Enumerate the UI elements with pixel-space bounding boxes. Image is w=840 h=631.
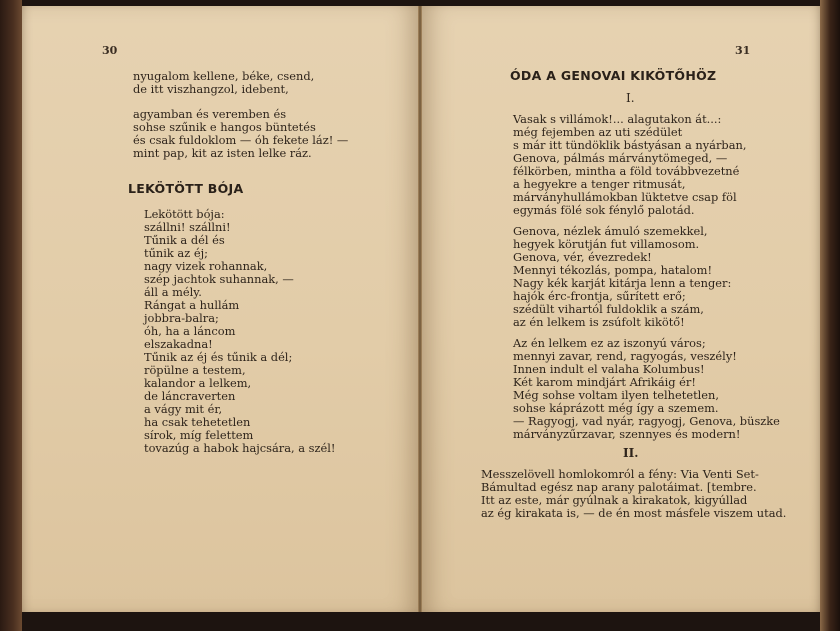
poem-line: Még sohse voltam ilyen telhetetlen, xyxy=(513,388,719,402)
poem-line: Az én lelkem ez az iszonyú város; xyxy=(513,336,706,350)
book-edge-left xyxy=(0,0,22,631)
book-gutter xyxy=(418,6,422,612)
section-number-1: I. xyxy=(626,91,635,105)
page-number-right: 31 xyxy=(735,44,751,57)
poem-line: áll a mély. xyxy=(144,285,202,299)
prose-line: az ég kirakata is, — de én most másfele viszem utad. xyxy=(481,506,787,520)
poem-line: Mennyi tékozlás, pompa, hatalom! xyxy=(513,263,713,277)
poem-line: szállni! szállni! xyxy=(144,220,231,234)
page-number-left: 30 xyxy=(102,44,118,57)
poem-line: az én lelkem is zsúfolt kikötő! xyxy=(513,315,685,329)
poem-line: agyamban és veremben és xyxy=(133,107,287,121)
poem-line: márványzűrzavar, szennyes és modern! xyxy=(513,427,741,441)
poem-line: Genova, pálmás márványtömeged, — xyxy=(513,151,728,165)
prose-line: Itt az este, már gyúlnak a kirakatok, kigyúllad xyxy=(481,493,748,507)
poem-line: óh, ha a láncom xyxy=(144,324,236,338)
prose-line: Messzelövell homlokomról a fény: Via Venti Set- xyxy=(481,467,759,481)
poem-line: szép jachtok suhannak, — xyxy=(144,272,294,286)
poem-line: röpülne a testem, xyxy=(144,363,246,377)
poem-line: szédült vihartól fuldoklik a szám, xyxy=(513,302,704,316)
poem-line: és csak fuldoklom — óh fekete láz! — xyxy=(133,133,349,147)
poem-line: sohse káprázott még így a szemem. xyxy=(513,401,719,415)
poem-line: Genova, vér, évezredek! xyxy=(513,250,652,264)
poem-line: nyugalom kellene, béke, csend, xyxy=(133,69,315,83)
poem-line: jobbra-balra; xyxy=(144,311,219,325)
poem-line: félkörben, mintha a föld továbbvezetné xyxy=(513,164,740,178)
section-number-2: II. xyxy=(623,446,639,460)
poem-line: hajók érc-frontja, sűrített erő; xyxy=(513,289,686,303)
poem-line: hegyek körutján fut villamosom. xyxy=(513,237,700,251)
poem-line: tovazúg a habok hajcsára, a szél! xyxy=(144,441,336,455)
poem-line: elszakadna! xyxy=(144,337,213,351)
poem-line: Lekötött bója: xyxy=(144,207,225,221)
poem-line: Vasak s villámok!... alagutakon át...: xyxy=(513,112,722,126)
poem-line: egymás fölé sok fénylő palotád. xyxy=(513,203,695,217)
poem-line: de láncraverten xyxy=(144,389,236,403)
poem-line: Tűnik az éj és tűnik a dél; xyxy=(144,350,293,364)
poem-line: mennyi zavar, rend, ragyogás, veszély! xyxy=(513,349,737,363)
poem-line: Két karom mindjárt Afrikáig ér! xyxy=(513,375,696,389)
poem-line: s már itt tündöklik bástyásan a nyárban, xyxy=(513,138,747,152)
poem-title-left: LEKÖTÖTT BÓJA xyxy=(128,181,244,196)
poem-line: kalandor a lelkem, xyxy=(144,376,252,390)
poem-line: sírok, míg felettem xyxy=(144,428,254,442)
poem-title-right: ÓDA A GENOVAI KIKÖTŐHÖZ xyxy=(510,68,717,83)
poem-line: Innen indult el valaha Kolumbus! xyxy=(513,362,705,376)
poem-line: nagy vizek rohannak, xyxy=(144,259,268,273)
poem-line: a vágy mit ér, xyxy=(144,402,223,416)
poem-line: ha csak tehetetlen xyxy=(144,415,251,429)
poem-line: mint pap, kit az isten lelke ráz. xyxy=(133,146,312,160)
poem-line: Rángat a hullám xyxy=(144,298,240,312)
poem-line: a hegyekre a tenger ritmusát, xyxy=(513,177,686,191)
poem-line: Nagy kék karját kitárja lenn a tenger: xyxy=(513,276,732,290)
poem-line: de itt viszhangzol, idebent, xyxy=(133,82,289,96)
book-edge-right xyxy=(820,0,840,631)
poem-line: tűnik az éj; xyxy=(144,246,208,260)
poem-line: — Ragyogj, vad nyár, ragyogj, Genova, büszke xyxy=(513,414,780,428)
prose-line: Bámultad egész nap arany palotáimat. [tembre. xyxy=(481,480,757,494)
poem-line: sohse szűnik e hangos büntetés xyxy=(133,120,316,134)
poem-line: még fejemben az uti szédület xyxy=(513,125,683,139)
poem-line: Tűnik a dél és xyxy=(144,233,225,247)
poem-line: Genova, nézlek ámuló szemekkel, xyxy=(513,224,708,238)
poem-line: márványhullámokban lüktetve csap föl xyxy=(513,190,737,204)
